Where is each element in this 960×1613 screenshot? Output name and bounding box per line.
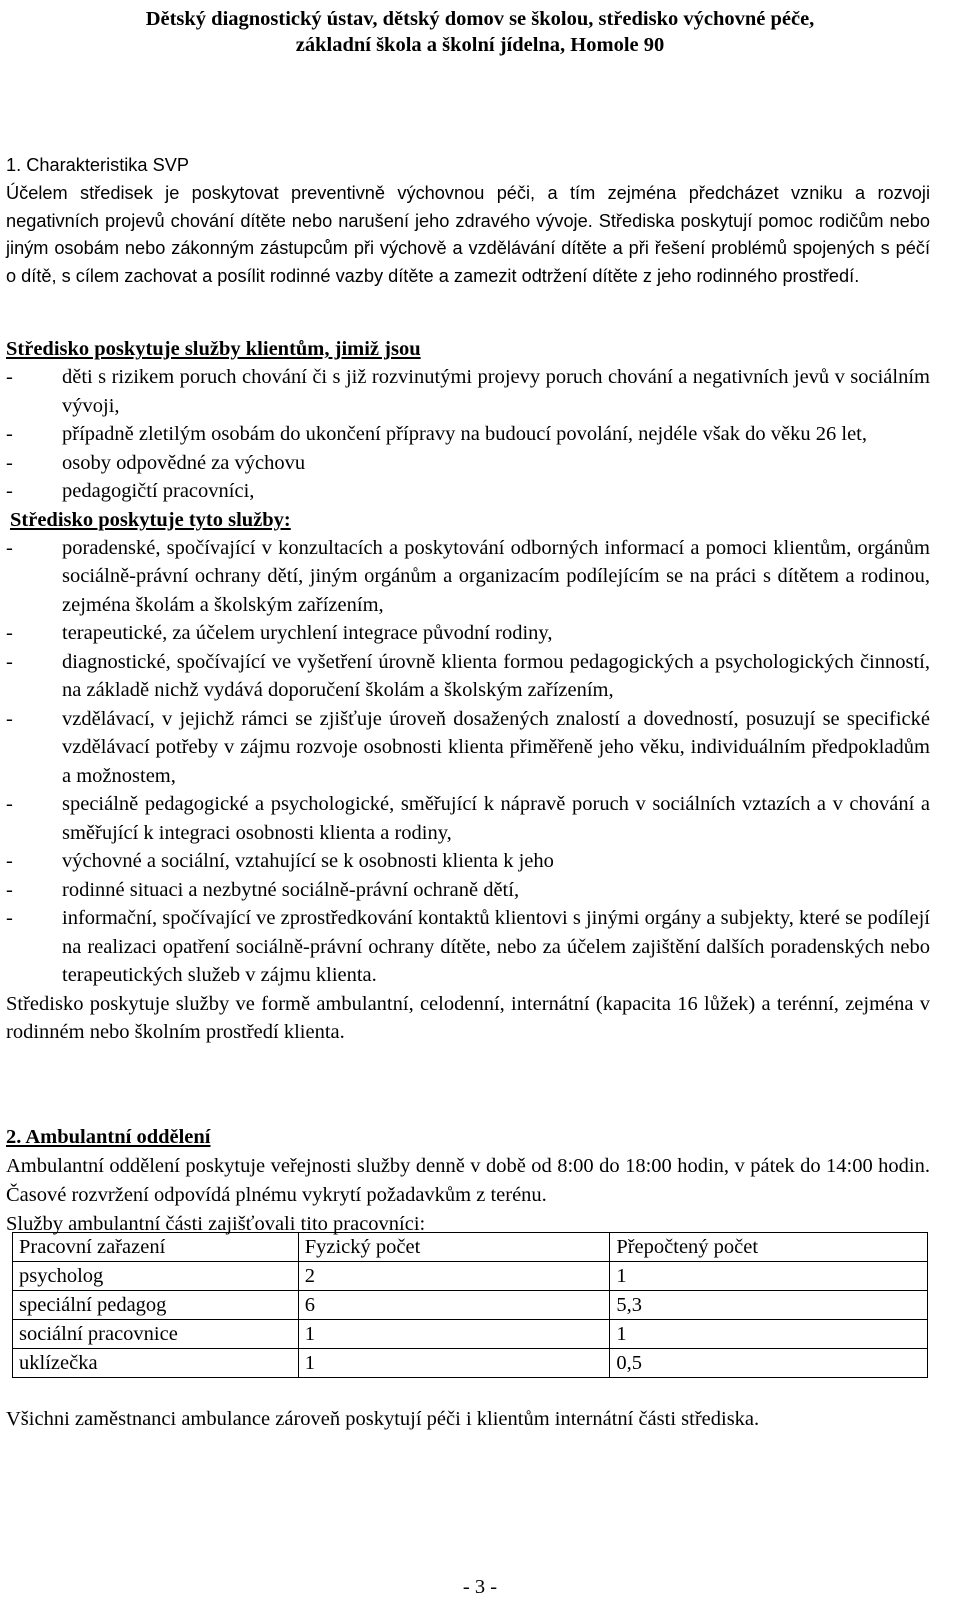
table-cell: 1 xyxy=(298,1320,610,1349)
document-header xyxy=(0,6,960,58)
table-cell: 6 xyxy=(298,1291,610,1320)
table-cell: sociální pracovnice xyxy=(13,1320,299,1349)
table-cell: uklízečka xyxy=(13,1349,299,1378)
table-cell: 1 xyxy=(298,1349,610,1378)
table-header-cell: Fyzický počet xyxy=(298,1233,610,1262)
clients-heading: Středisko poskytuje služby klientům, jimiž jsou xyxy=(6,338,421,360)
header-line-1: Dětský diagnostický ústav, dětský domov se školou, středisko výchovné péče, xyxy=(145,8,815,30)
table-cell: 1 xyxy=(610,1320,928,1349)
table-cell: 0,5 xyxy=(610,1349,928,1378)
list-item: - rodinné situaci a nezbytné sociálně-právní ochraně dětí, xyxy=(6,878,520,901)
list-item: - diagnostické, spočívající ve vyšetření úrovně klienta formou pedagogických a psychologických činností, na základě nichž vydává doporučení školám a školským zařízením, xyxy=(6,650,930,702)
table-row xyxy=(13,1291,928,1320)
page-number: - 3 - xyxy=(462,1576,498,1598)
section-2-paragraph: Ambulantní oddělení poskytuje veřejnosti služby denně v době od 8:00 do 18:00 hodin, v pátek do 14:00 hodin. Časové rozvržení odpovídá plnému vykrytí požadavkům z terénu. xyxy=(6,1155,930,1206)
table-cell: psycholog xyxy=(13,1262,299,1291)
staff-intro: Služby ambulantní části zajišťovali tito pracovníci: xyxy=(6,1213,426,1235)
services-list xyxy=(6,534,930,990)
list-item: - vzdělávací, v jejichž rámci se zjišťuje úroveň dosažených znalostí a dovedností, posuzují se specifické vzdělávací potřeby v zájmu rozvoje osobnosti klienta přiměřeně jeho věku, individuálním předpokladům a možnostem, xyxy=(6,707,930,787)
list-item: - poradenské, spočívající v konzultacích a poskytování odborných informací a pomoci klientům, orgánům sociálně-právní ochrany dětí, jiným orgánům a organizacím podílejícím se na práci s dítětem a rodinou, zejména školám a školským zařízením, xyxy=(6,536,930,616)
list-item: - speciálně pedagogické a psychologické, směřující k nápravě poruch v sociálních vztazích a v chování a směřující k integraci osobnosti klienta a rodiny, xyxy=(6,793,930,844)
section-1-heading: 1. Charakteristika SVP xyxy=(6,155,189,175)
section-1-paragraph: Účelem středisek je poskytovat preventivně výchovnou péči, a tím zejména předcházet vzniku a rozvoji negativních projevů chování dítěte nebo narušení jeho zdravého vývoje. Střediska poskytují pomoc rodičům nebo jiným osobám nebo zákonným zástupcům při výchově a vzdělávání dítěte a při řešení problémů spojených s péčí o dítě, s cílem zachovat a posílit rodinné vazby dítěte a zamezit odtržení dítěte z jeho rodinného prostředí. xyxy=(6,183,930,286)
header-line-2: základní škola a školní jídelna, Homole 90 xyxy=(295,34,665,56)
section-2 xyxy=(6,1123,930,1239)
table-cell: 2 xyxy=(298,1262,610,1291)
services-forms-paragraph: Středisko poskytuje služby ve formě ambulantní, celodenní, internátní (kapacita 16 lůžek) a terénní, zejména v rodinném nebo školním prostředí klienta. xyxy=(6,992,930,1044)
list-item: - terapeutické, za účelem urychlení integrace původní rodiny, xyxy=(6,622,553,645)
list-item: - výchovné a sociální, vztahující se k osobnosti klienta k jeho xyxy=(6,850,554,873)
table-header-cell: Pracovní zařazení xyxy=(13,1233,299,1262)
table-header-row xyxy=(13,1233,928,1262)
table-cell: 1 xyxy=(610,1262,928,1291)
section-2-heading: 2. Ambulantní oddělení xyxy=(6,1126,211,1148)
table-row xyxy=(13,1320,928,1349)
list-item: - případně zletilým osobám do ukončení přípravy na budoucí povolání, nejdéle však do věku 26 let, xyxy=(6,423,867,446)
table-row xyxy=(13,1262,928,1291)
list-item: - děti s rizikem poruch chování či s již rozvinutými projevy poruch chování a negativních jevů v sociálním vývoji, xyxy=(6,366,930,417)
list-item: - informační, spočívající ve zprostředkování kontaktů klientovi s jinými orgány a subjekty, které se podílejí na realizaci opatření sociálně-právní ochrany dítěte, nebo za účelem zajištění dalších poradenských nebo terapeutických služeb v zájmu klienta. xyxy=(6,907,930,987)
staff-table xyxy=(12,1232,928,1378)
services-heading: Středisko poskytuje tyto služby: xyxy=(10,508,291,531)
list-item: - pedagogičtí pracovníci, xyxy=(6,480,255,503)
table-row xyxy=(13,1349,928,1378)
clients-list xyxy=(6,363,930,506)
table-cell: speciální pedagog xyxy=(13,1291,299,1320)
closing-paragraph: Všichni zaměstnanci ambulance zároveň poskytují péči i klientům internátní části střediska. xyxy=(6,1408,760,1430)
list-item: - osoby odpovědné za výchovu xyxy=(6,451,306,474)
table-header-cell: Přepočtený počet xyxy=(610,1233,928,1262)
table-cell: 5,3 xyxy=(610,1291,928,1320)
clients-section xyxy=(6,335,930,1047)
